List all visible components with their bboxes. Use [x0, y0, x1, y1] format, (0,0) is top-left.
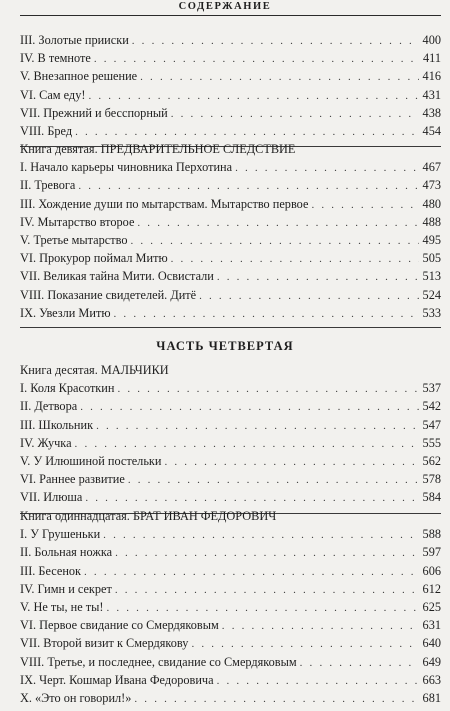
leader-dots — [171, 105, 419, 123]
leader-dots — [235, 159, 419, 177]
toc-entry[interactable]: VI. Прокурор поймал Митю . . . 505 — [20, 249, 441, 267]
leader-dots — [311, 196, 419, 214]
leader-dots — [300, 654, 419, 672]
page-number: 524 — [422, 287, 441, 302]
page-number: 495 — [422, 232, 441, 247]
toc-entry[interactable]: IV. В темноте . . . 411 — [20, 49, 441, 67]
toc-entry[interactable]: V. Не ты, не ты! . . . 625 — [20, 598, 441, 616]
part-title: ЧАСТЬ ЧЕТВЕРТАЯ — [156, 339, 294, 353]
toc-section-continued — [20, 31, 441, 147]
page-number: 562 — [422, 453, 441, 468]
book-title: Книга одиннадцатая. БРАТ ИВАН ФЕДОРОВИЧ — [20, 509, 277, 523]
page-number: 488 — [422, 214, 441, 229]
page-number: 547 — [422, 417, 441, 432]
page-number: 578 — [422, 472, 441, 487]
page-number: 400 — [422, 33, 441, 47]
leader-dots — [134, 690, 419, 708]
toc-book-ten — [20, 361, 441, 514]
page-number: 467 — [422, 160, 441, 175]
page-number: 584 — [422, 490, 441, 505]
header-rule — [20, 15, 441, 16]
page-number: 555 — [422, 435, 441, 450]
toc-entry[interactable]: III. Хождение души по мытарствам. Мытарство первое . . . 480 — [20, 195, 441, 213]
toc-entry[interactable]: II. Больная ножка . . . 597 — [20, 543, 441, 561]
page-number: 473 — [422, 178, 441, 193]
toc-entry[interactable]: IX. Увезли Митю . . . 533 — [20, 304, 441, 322]
leader-dots — [78, 177, 419, 195]
leader-dots — [75, 435, 419, 453]
toc-entry[interactable]: V. Третье мытарство . . . 495 — [20, 231, 441, 249]
leader-dots — [88, 87, 419, 105]
toc-entry[interactable]: II. Тревога . . . 473 — [20, 176, 441, 194]
page-number: 606 — [422, 563, 441, 578]
page-header: СОДЕРЖАНИЕ — [178, 1, 272, 12]
toc-entry[interactable]: X. «Это он говорил!» . . . 681 — [20, 689, 441, 707]
page-number: 640 — [422, 636, 441, 651]
toc-entry[interactable]: V. Внезапное решение . . . 416 — [20, 67, 441, 85]
leader-dots — [132, 32, 419, 50]
leader-dots — [115, 581, 419, 599]
toc-entry[interactable]: VIII. Показание свидетелей. Дитё . . . 524 — [20, 286, 441, 304]
leader-dots — [165, 453, 420, 471]
page-number: 588 — [422, 527, 441, 542]
page-number: 513 — [422, 269, 441, 284]
toc-entry[interactable]: IX. Черт. Кошмар Ивана Федоровича . . . 663 — [20, 671, 441, 689]
page-number: 663 — [422, 672, 441, 687]
toc-entry[interactable]: VI. Первое свидание со Смердяковым . . . 631 — [20, 616, 441, 634]
toc-entry[interactable]: IV. Мытарство второе . . . 488 — [20, 213, 441, 231]
page-number: 649 — [422, 654, 441, 669]
toc-entry[interactable]: IV. Жучка . . . 555 — [20, 434, 441, 452]
leader-dots — [199, 287, 419, 305]
toc-entry[interactable]: I. Коля Красоткин . . . 537 — [20, 379, 441, 397]
page-number: 480 — [422, 196, 441, 211]
toc-entry[interactable]: II. Детвора . . . 542 — [20, 397, 441, 415]
toc-entry[interactable]: VII. Илюша . . . 584 — [20, 488, 441, 506]
leader-dots — [84, 563, 419, 581]
page-number: 612 — [422, 581, 441, 596]
leader-dots — [114, 305, 419, 323]
leader-dots — [96, 417, 419, 435]
toc-entry[interactable]: III. Школьник . . . 547 — [20, 416, 441, 434]
page-number: 505 — [422, 251, 441, 266]
leader-dots — [130, 232, 419, 250]
leader-dots — [117, 380, 419, 398]
leader-dots — [75, 123, 419, 141]
leader-dots — [103, 526, 419, 544]
toc-entry[interactable]: VII. Второй визит к Смердякову . . . 640 — [20, 634, 441, 652]
page-number: 597 — [422, 545, 441, 560]
leader-dots — [85, 489, 419, 507]
toc-entry[interactable]: VI. Раннее развитие . . . 578 — [20, 470, 441, 488]
page-number: 411 — [423, 51, 441, 66]
book-title: Книга девятая. ПРЕДВАРИТЕЛЬНОЕ СЛЕДСТВИЕ — [20, 142, 296, 156]
page-number: 533 — [422, 305, 441, 320]
leader-dots — [128, 471, 419, 489]
leader-dots — [222, 617, 419, 635]
leader-dots — [137, 214, 419, 232]
page-number: 631 — [422, 618, 441, 633]
page-number: 431 — [422, 87, 441, 102]
toc-entry[interactable]: VII. Великая тайна Мити. Освистали . . . 513 — [20, 267, 441, 285]
book-title: Книга десятая. МАЛЬЧИКИ — [20, 363, 169, 377]
page-number: 542 — [422, 399, 441, 414]
page-number: 416 — [422, 69, 441, 84]
toc-entry[interactable]: I. У Грушеньки . . . 588 — [20, 525, 441, 543]
toc-entry[interactable]: V. У Илюшиной постельки . . . 562 — [20, 452, 441, 470]
toc-entry[interactable]: IV. Гимн и секрет . . . 612 — [20, 580, 441, 598]
leader-dots — [140, 68, 419, 86]
page-number: 625 — [422, 599, 441, 614]
toc-entry[interactable]: VIII. Третье, и последнее, свидание со Смердяковым . . . 649 — [20, 653, 441, 671]
page-number: 681 — [422, 690, 441, 705]
toc-entry[interactable]: VII. Прежний и бесспорный . . . 438 — [20, 104, 441, 122]
toc-entry[interactable]: VI. Сам еду! . . . 431 — [20, 86, 441, 104]
toc-book-nine — [20, 140, 441, 328]
leader-dots — [217, 268, 419, 286]
toc-entry[interactable]: III. Золотые прииски . . . 400 — [20, 31, 441, 49]
section-divider — [20, 327, 441, 328]
toc-entry[interactable]: I. Начало карьеры чиновника Перхотина . . . 467 — [20, 158, 441, 176]
toc-entry[interactable]: VIII. Бред . . . 454 — [20, 122, 441, 140]
leader-dots — [217, 672, 419, 690]
leader-dots — [106, 599, 419, 617]
leader-dots — [171, 250, 419, 268]
toc-book-eleven — [20, 507, 441, 707]
toc-entry[interactable]: III. Бесенок . . . 606 — [20, 562, 441, 580]
leader-dots — [115, 544, 419, 562]
page-number: 438 — [422, 105, 441, 120]
leader-dots — [191, 635, 419, 653]
leader-dots — [80, 398, 419, 416]
leader-dots — [94, 50, 419, 68]
page-number: 454 — [422, 123, 441, 138]
page-number: 537 — [422, 381, 441, 396]
